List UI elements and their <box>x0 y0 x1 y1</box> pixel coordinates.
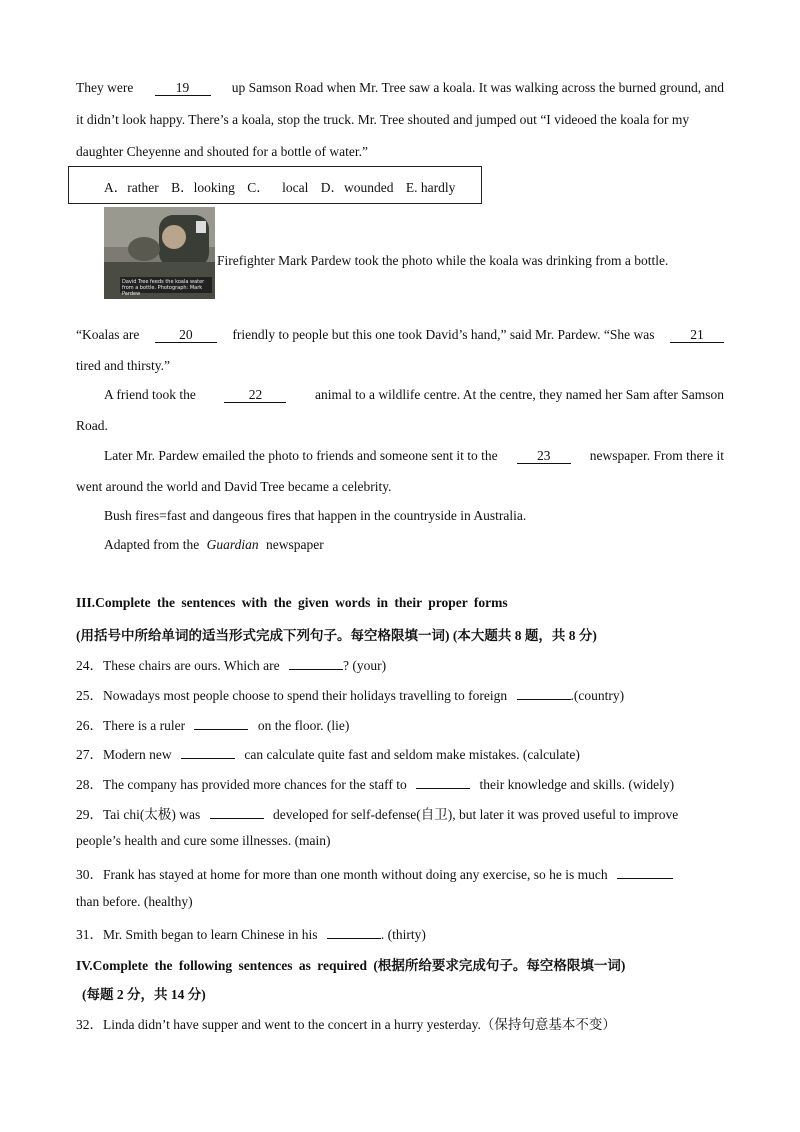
text: IV.Complete the following sentences as required <box>76 958 367 973</box>
text: animal to a wildlife centre. At the centre, they named her Sam after Samson <box>315 387 724 402</box>
text: 25．Nowadays most people choose to spend their holidays travelling to foreign <box>76 688 508 703</box>
option-c: C． <box>247 180 270 195</box>
answer-blank[interactable] <box>416 788 470 789</box>
passage-line-6 <box>104 387 724 403</box>
section4-subtitle: (每题 2 分，共 14 分) <box>82 987 206 1002</box>
question-32: 32．Linda didn’t have supper and went to the concert in a hurry yesterday.（保持句意基本不变） <box>76 1017 616 1032</box>
text: “Koalas are <box>76 327 140 342</box>
answer-blank[interactable] <box>617 878 673 879</box>
text: up Samson Road when Mr. Tree saw a koala. It was walking across the burned ground, and <box>231 80 724 95</box>
answer-blank[interactable] <box>181 758 235 759</box>
passage-line-4 <box>76 327 724 343</box>
passage-line-1 <box>76 80 724 96</box>
text: can calculate quite fast and seldom make mistakes. (calculate) <box>244 747 580 762</box>
footnote: Bush fires=fast and dangeous fires that happen in the countryside in Australia. <box>104 508 527 523</box>
passage-line-7: Road. <box>76 418 108 433</box>
passage-line-3: daughter Cheyenne and shouted for a bottle of water.” <box>76 144 369 159</box>
source-line <box>104 537 324 553</box>
text: A friend took the <box>104 387 196 402</box>
question-25 <box>76 684 624 704</box>
passage-line-5: tired and thirsty.” <box>76 358 170 373</box>
question-28 <box>76 773 674 793</box>
question-30-cont: than before. (healthy) <box>76 894 193 909</box>
answer-blank[interactable] <box>289 669 343 670</box>
blank-22: 22 <box>224 387 286 403</box>
photo-caption: David Tree feeds the koala water from a bottle. Photograph: Mark Pardew <box>122 279 205 297</box>
text: on the floor. (lie) <box>257 718 350 733</box>
section3-title: III.Complete the sentences with the given words in their proper forms <box>76 595 508 610</box>
answer-blank[interactable] <box>194 729 248 730</box>
section3-subtitle: (用括号中所给单词的适当形式完成下列句子。每空格限填一词) (本大题共 8 题，共 8 分) <box>76 628 597 643</box>
photo-side-text <box>217 253 724 269</box>
text: . (thirty) <box>380 927 426 942</box>
question-29 <box>76 803 678 823</box>
text: Later Mr. Pardew emailed the photo to friends and someone sent it to the <box>104 448 498 463</box>
blank-20: 20 <box>155 327 217 343</box>
text: Firefighter Mark Pardew took the photo while the koala was drinking from a bottle. <box>217 253 669 268</box>
option-e: E. hardly <box>405 180 456 195</box>
blank-19: 19 <box>155 80 211 96</box>
text: newspaper <box>265 537 324 552</box>
text: newspaper. From there it <box>589 448 724 463</box>
text: (根据所给要求完成句子。每空格限填一词) <box>373 958 626 973</box>
option-d: D．wounded <box>320 180 394 195</box>
option-a: A．rather <box>104 180 159 195</box>
koala-photo <box>104 207 215 299</box>
text: 31．Mr. Smith began to learn Chinese in his <box>76 927 318 942</box>
answer-blank[interactable] <box>210 818 264 819</box>
passage-line-9: went around the world and David Tree became a celebrity. <box>76 479 392 494</box>
text: their knowledge and skills. (widely) <box>479 777 675 792</box>
answer-blank[interactable] <box>517 699 571 700</box>
text: 29．Tai chi(太极) was <box>76 807 201 822</box>
text: 30．Frank has stayed at home for more than one month without doing any exercise, so he is much <box>76 867 608 882</box>
text: 26．There is a ruler <box>76 718 186 733</box>
question-27 <box>76 743 580 763</box>
question-26 <box>76 714 349 734</box>
blank-23: 23 <box>517 448 571 464</box>
passage-line-2: it didn’t look happy. There’s a koala, stop the truck. Mr. Tree shouted and jumped out “I videoed the koala for my <box>76 112 690 127</box>
text: developed for self-defense(自卫), but later it was proved useful to improve <box>273 807 679 822</box>
text: 24．These chairs are ours. Which are <box>76 658 280 673</box>
question-29-cont: people’s health and cure some illnesses. (main) <box>76 833 331 848</box>
question-24 <box>76 654 386 674</box>
question-30 <box>76 863 673 883</box>
passage-line-8 <box>104 448 724 464</box>
option-b: B．looking <box>171 180 235 195</box>
text: They were <box>76 80 134 95</box>
question-31 <box>76 923 426 943</box>
section4-title <box>76 954 625 974</box>
text: 27．Modern new <box>76 747 172 762</box>
option-c-word: local <box>282 180 309 195</box>
text: friendly to people but this one took David’s hand,” said Mr. Pardew. “She was <box>232 327 655 342</box>
answer-blank[interactable] <box>327 938 381 939</box>
blank-21: 21 <box>670 327 724 343</box>
source-title: Guardian <box>206 537 259 552</box>
options-row <box>104 176 464 196</box>
text: .(country) <box>570 688 625 703</box>
text: 28．The company has provided more chances for the staff to <box>76 777 407 792</box>
text: ? (your) <box>343 658 387 673</box>
text: Adapted from the <box>104 537 200 552</box>
